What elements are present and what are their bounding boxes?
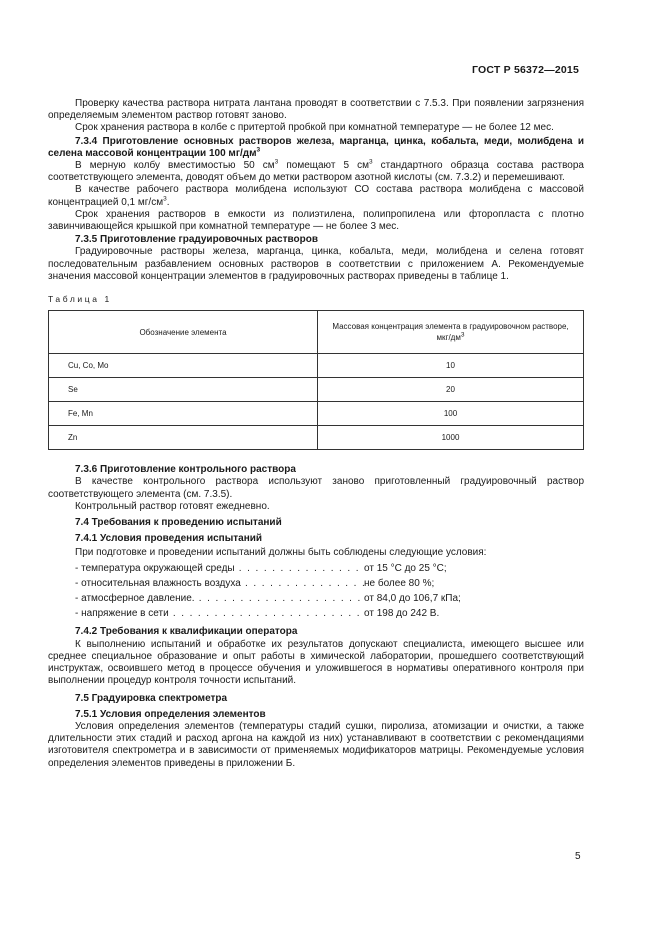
table-cell-value: 10 bbox=[318, 354, 584, 378]
section-heading-7-5: 7.5 Градуировка спектрометра bbox=[75, 692, 228, 704]
paragraph: При подготовке и проведении испытаний должны быть соблюдены следующие условия: bbox=[75, 547, 487, 559]
table-cell-element: Zn bbox=[49, 426, 318, 450]
section-heading-7-3-6: 7.3.6 Приготовление контрольного раствора bbox=[75, 464, 296, 476]
condition-line bbox=[48, 593, 584, 605]
condition-line bbox=[48, 563, 584, 575]
concentration-table bbox=[48, 310, 584, 450]
condition-label: - температура окружающей среды . . . bbox=[75, 563, 364, 575]
table-cell-element: Fe, Mn bbox=[49, 402, 318, 426]
page-number: 5 bbox=[575, 851, 581, 862]
table-cell-element: Cu, Co, Mo bbox=[49, 354, 318, 378]
condition-line bbox=[48, 608, 584, 620]
condition-label: - напряжение в сети . . . bbox=[75, 608, 364, 620]
paragraph: К выполнению испытаний и обработке их результатов допускают специалиста, имеющего высшее или среднее специальное образование и опыт работы в химической лаборатории, прошедшего соответствующий инструктаж, освоившего метод в процессе обучения и уложившегося в нормативы оперативного контроля при выполнении процедур контроля точности испытаний. bbox=[48, 638, 584, 687]
section-heading-7-4-2: 7.4.2 Требования к квалификации оператора bbox=[75, 626, 298, 638]
condition-value: от 84,0 до 106,7 кПа; bbox=[364, 593, 461, 605]
condition-line bbox=[48, 578, 584, 590]
table-caption: Таблица 1 bbox=[48, 294, 112, 305]
section-heading-7-4: 7.4 Требования к проведению испытаний bbox=[75, 517, 282, 529]
paragraph: Срок хранения растворов в емкости из полиэтилена, полипропилена или фторопласта с плотно завинчивающейся крышкой при комнатной температуре — не более 3 мес. bbox=[48, 208, 584, 233]
section-heading-7-4-1: 7.4.1 Условия проведения испытаний bbox=[75, 533, 263, 545]
table-header-row bbox=[49, 311, 584, 354]
table-cell-element: Se bbox=[49, 378, 318, 402]
section-heading-7-3-4: 7.3.4 Приготовление основных растворов железа, марганца, цинка, кобальта, меди, молибдена и селена массовой концентрации 100 $мг/дм^3$ bbox=[48, 135, 584, 159]
document-id-header: ГОСТ Р 56372—2015 bbox=[471, 64, 579, 76]
table-row bbox=[49, 378, 584, 402]
condition-value: от 15 °С до 25 °С; bbox=[364, 562, 447, 574]
table-header-concentration: Массовая концентрация элемента в градуировочном растворе, мкг/$дм^3$ bbox=[318, 311, 584, 354]
paragraph: В мерную колбу вместимостью 50 $см^3$ помещают 5 $см^3$ стандартного образца состава раствора соответствующего элемента, доводят объем до метки раствором азотной кислоты (см. 7.3.2) и перемешивают. bbox=[48, 158, 584, 184]
condition-value: не более 80 %; bbox=[364, 577, 435, 589]
condition-value: от 198 до 242 В. bbox=[364, 608, 440, 620]
paragraph: Срок хранения раствора в колбе с притертой пробкой при комнатной температуре — не более 12 мес. bbox=[75, 122, 554, 134]
paragraph: Градуировочные растворы железа, марганца, цинка, кобальта, меди, молибдена и селена готовят последовательным разбавлением основных растворов в соответствии с приложением А. Рекомендуемые значения массовой концентрации элементов в градуировочных растворах приведены в таблице 1. bbox=[48, 246, 584, 282]
section-heading-7-3-5: 7.3.5 Приготовление градуировочных растворов bbox=[75, 234, 319, 246]
paragraph: В качестве контрольного раствора используют заново приготовленный градуировочный раствор соответствующего элемента (см. 7.3.5). bbox=[48, 476, 584, 500]
section-heading-7-5-1: 7.5.1 Условия определения элементов bbox=[75, 708, 266, 720]
table-cell-value: 20 bbox=[318, 378, 584, 402]
paragraph: Контрольный раствор готовят ежедневно. bbox=[75, 500, 270, 512]
condition-label: - относительная влажность воздуха . . . bbox=[75, 578, 364, 590]
paragraph: Проверку качества раствора нитрата лантана проводят в соответствии с 7.5.3. При появлении загрязнения определяемым элементом раствор готовят заново. bbox=[48, 98, 584, 122]
table-cell-value: 100 bbox=[318, 402, 584, 426]
document-body bbox=[48, 98, 584, 770]
table-row bbox=[49, 402, 584, 426]
table-row bbox=[49, 354, 584, 378]
paragraph: В качестве рабочего раствора молибдена используют СО состава раствора молибдена с массовой концентрацией 0,1 $мг/см^3$. bbox=[48, 184, 584, 208]
table-row bbox=[49, 426, 584, 450]
condition-label: - атмосферное давление. . . . bbox=[75, 593, 364, 605]
table-cell-value: 1000 bbox=[318, 426, 584, 450]
table-header-element: Обозначение элемента bbox=[49, 311, 318, 354]
paragraph: Условия определения элементов (температуры стадий сушки, пиролиза, атомизации и очистки, а также длительности этих стадий и расход аргона на каждой из них) устанавливают в соответствии с рекомендациями изготовителя спектрометра и в зависимости от применяемых модификаторов матрицы. Рекомендуемые условия определения элементов приведены в приложении Б. bbox=[48, 720, 584, 769]
